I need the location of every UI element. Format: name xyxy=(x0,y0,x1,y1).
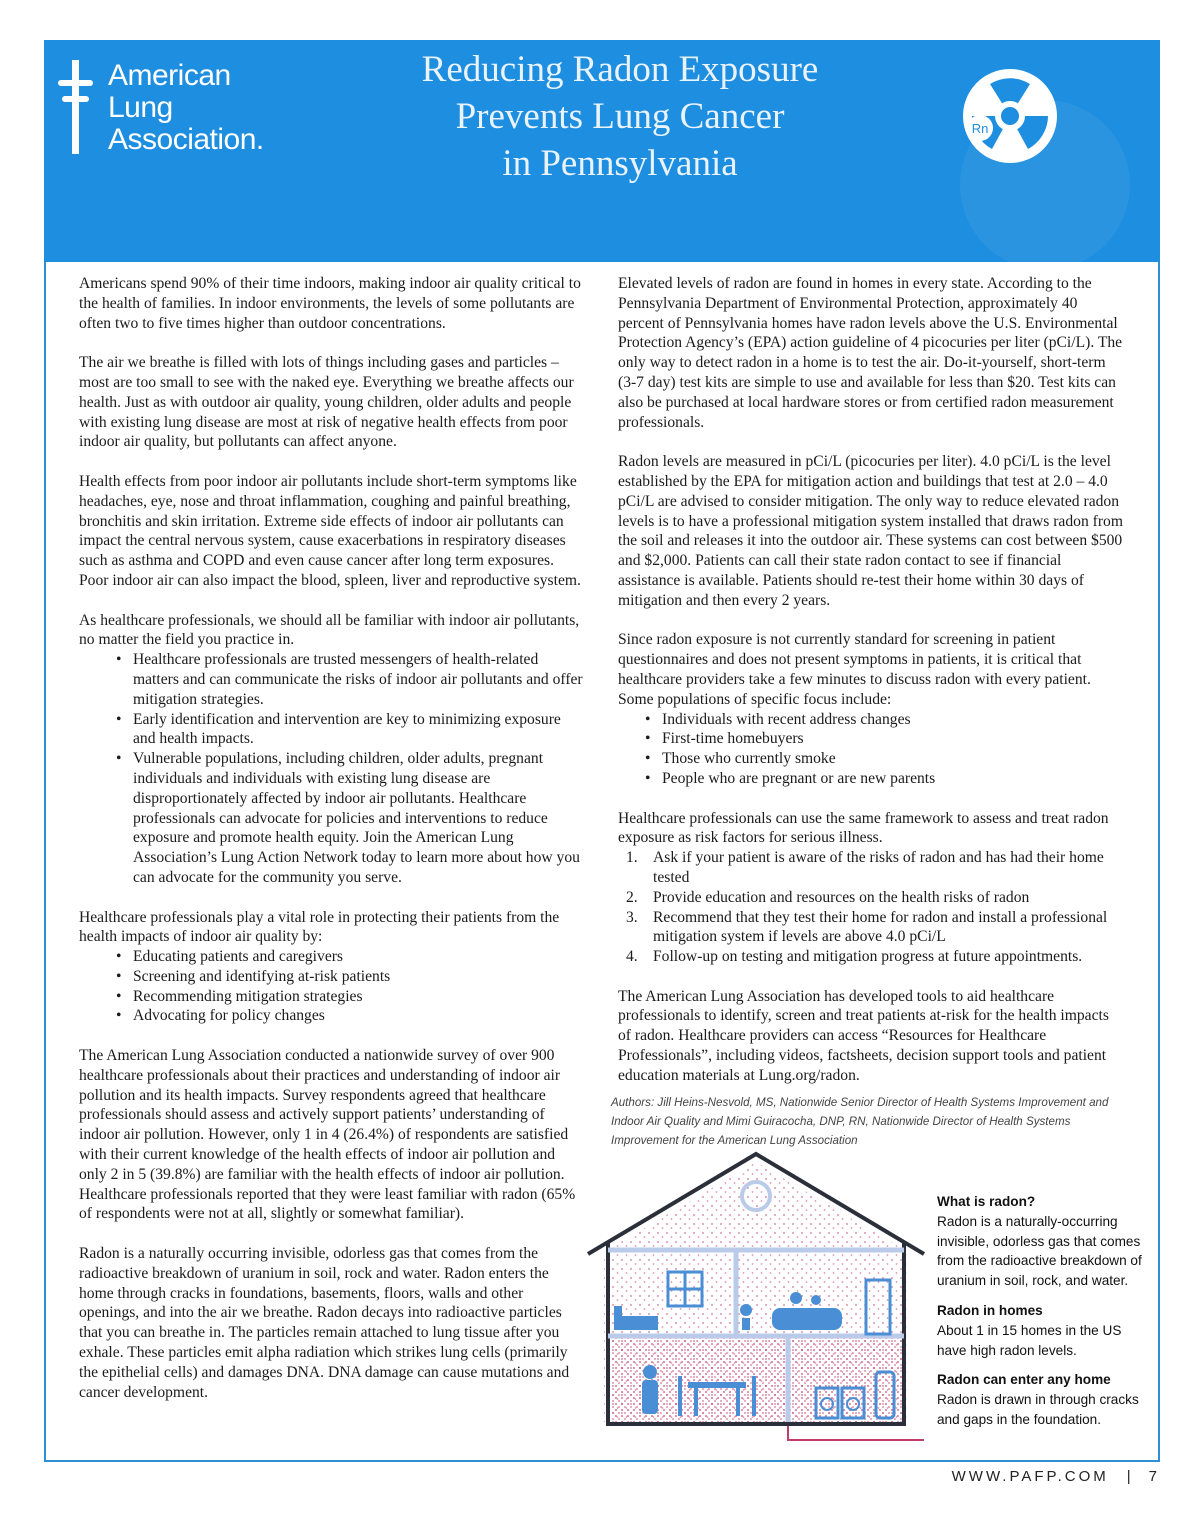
list-item xyxy=(626,908,1124,948)
paragraph: Healthcare professionals can use the same framework to assess and treat radon exposure as risk factors for serious illness. xyxy=(618,809,1109,847)
fact-block xyxy=(937,1301,1147,1360)
footer-separator: | xyxy=(1126,1468,1131,1485)
list-item: • People who are pregnant or are new parents xyxy=(662,769,1124,789)
list-item: • Educating patients and caregivers xyxy=(133,947,583,967)
paragraph: As healthcare professionals, we should all be familiar with indoor air pollutants, no matter the field you practice in. xyxy=(79,611,580,649)
list-item xyxy=(626,888,1124,908)
fact-block xyxy=(937,1192,1147,1291)
footer-url[interactable]: WWW.PAFP.COM xyxy=(951,1468,1109,1485)
fact-text: Radon is a naturally-occurring invisible, odorless gas that comes from the radioactive breakdown of uranium in soil, rock, and water. xyxy=(937,1213,1142,1289)
paragraph: Since radon exposure is not currently standard for screening in patient questionnaires and does not present symptoms in patients, it is critical that healthcare providers take a few minutes to discuss radon with every patient. Some populations of specific focus include: xyxy=(618,631,1091,708)
fact-block xyxy=(937,1370,1147,1429)
population-list xyxy=(618,710,1124,789)
list-item: • Recommending mitigation strategies xyxy=(133,987,583,1007)
title-line-3: in Pennsylvania xyxy=(502,143,738,184)
list-item: • Advocating for policy changes xyxy=(133,1006,583,1026)
list-item: • First-time homebuyers xyxy=(662,729,1124,749)
list-item: • Early identification and intervention are key to minimizing exposure and health impacts. xyxy=(133,710,583,750)
step-number: 2. xyxy=(626,888,638,906)
radon-facts-sidebar xyxy=(937,1192,1147,1440)
paragraph: Radon levels are measured in pCi/L (picocuries per liter). 4.0 pCi/L is the level established by the EPA for mitigation action and buildings that test at 2.0 – 4.0 pCi/L are advised to consider mitigation. The only way to reduce elevated radon levels is to have a professional mitigation system installed that draws radon from the soil and releases it into the outdoor air. These systems can cost between $500 and $2,000. Patients can call their state radon contact to see if financial assistance is available. Patients should re-test their home within 30 days of mitigation and then every 2 years. xyxy=(618,453,1123,609)
list-item xyxy=(626,947,1124,967)
step-text: Recommend that they test their home for radon and install a professional mitigation system if levels are above 4.0 pCi/L xyxy=(653,908,1108,946)
framework-steps xyxy=(618,848,1124,967)
fact-heading: Radon can enter any home xyxy=(937,1372,1111,1388)
radon-house-illustration xyxy=(584,1150,928,1450)
page-title xyxy=(380,46,860,187)
list-item: • Healthcare professionals are trusted messengers of health-related matters and can communicate the risks of indoor air pollutants and offer mitigation strategies. xyxy=(133,650,583,709)
fact-heading: Radon in homes xyxy=(937,1302,1043,1318)
radiation-icon xyxy=(960,66,1060,166)
paragraph: The American Lung Association has developed tools to aid healthcare professionals to identify, screen and treat patients at-risk for the health impacts of radon. Healthcare providers can access “Resources for Healthcare Professionals”, including videos, factsheets, decision support tools and patient education materials at Lung.org/radon. xyxy=(618,987,1109,1084)
person-icon xyxy=(642,1365,658,1414)
radon-symbol-label: Rn xyxy=(971,121,989,136)
list-item: • Vulnerable populations, including children, older adults, pregnant individuals and individuals with existing lung disease are disproportionately affected by indoor air pollutants. Healthcare professionals can advocate for policies and interventions to reduce exposure and promote health equity. Join the American Lung Association’s Lung Action Network today to learn more about how you can advocate for the community you serve. xyxy=(133,749,583,888)
org-line-3: Association. xyxy=(108,123,264,156)
advocacy-list xyxy=(79,650,583,888)
step-text: Follow-up on testing and mitigation progress at future appointments. xyxy=(653,948,1083,966)
step-number: 1. xyxy=(626,849,638,867)
radon-entry-pipe xyxy=(788,1426,924,1440)
page-footer xyxy=(952,1468,1160,1485)
paragraph: Elevated levels of radon are found in homes in every state. According to the Pennsylvania Department of Environmental Protection, approximately 40 percent of Pennsylvania homes have radon levels above the U.S. Environmental Protection Agency’s (EPA) action guideline of 4 picocuries per liter (pCi/L). The only way to detect radon in a home is to test the air. Do-it-yourself, short-term (3-7 day) test kits are simple to use and available for less than $20. Test kits can also be purchased at local hardware stores or from certified radon measurement professionals. xyxy=(618,275,1123,431)
left-column xyxy=(79,274,583,1422)
role-list xyxy=(79,947,583,1026)
org-line-2: Lung xyxy=(108,91,173,124)
step-text: Ask if your patient is aware of the risks of radon and has had their home tested xyxy=(653,849,1104,886)
lung-cross-icon xyxy=(56,58,96,158)
step-number: 3. xyxy=(626,908,638,926)
title-line-1: Reducing Radon Exposure xyxy=(421,49,819,90)
step-number: 4. xyxy=(626,948,638,966)
list-item xyxy=(626,848,1124,888)
fact-heading: What is radon? xyxy=(937,1194,1036,1209)
ala-logo xyxy=(56,58,316,168)
paragraph: Healthcare professionals play a vital role in protecting their patients from the health impacts of indoor air quality by: xyxy=(79,908,560,946)
org-line-1: American xyxy=(108,59,231,92)
fact-text: Radon is drawn in through cracks and gaps in the foundation. xyxy=(937,1392,1139,1427)
paragraph: Americans spend 90% of their time indoors, making indoor air quality critical to the health of families. In indoor environments, the levels of some pollutants are often two to five times higher than outdoor concentrations. xyxy=(79,275,581,332)
list-item: • Screening and identifying at-risk patients xyxy=(133,967,583,987)
step-text: Provide education and resources on the health risks of radon xyxy=(653,888,1030,906)
paragraph: The air we breathe is filled with lots of things including gases and particles – most are too small to see with the naked eye. Everything we breathe affects our health. Just as with outdoor air quality, young children, older adults and people with existing lung disease are most at risk of negative health effects from poor indoor air quality, but pollutants can affect anyone. xyxy=(79,354,574,451)
right-column xyxy=(618,274,1124,1086)
org-name xyxy=(108,60,264,156)
list-item: • Those who currently smoke xyxy=(662,749,1124,769)
author-credit: Authors: Jill Heins-Nesvold, MS, Nationwide Senior Director of Health Systems Improvement and Indoor Air Quality and Mimi Guiracocha, DNP, RN, Nationwide Director of Health Systems Improvement for the American Lung Association xyxy=(611,1096,1109,1147)
paragraph: The American Lung Association conducted a nationwide survey of over 900 healthcare professionals about their practices and understanding of indoor air pollution and its health impacts. Survey respondents agreed that healthcare professionals should assess and actively support patients’ understanding of indoor air pollution. However, only 1 in 4 (26.4%) of respondents are satisfied with their current knowledge of the health effects of indoor air pollution and only 2 in 5 (39.8%) are familiar with the health effects of indoor air pollution. Healthcare professionals reported that they were least familiar with radon (65% of respondents were not at all, slightly or somewhat familiar). xyxy=(79,1047,576,1223)
page-number: 7 xyxy=(1148,1468,1160,1485)
paragraph: Health effects from poor indoor air pollutants include short-term symptoms like headaches, eye, nose and throat inflammation, coughing and painful breathing, bronchitis and skin irritation. Extreme side effects of indoor air pollutants can impact the central nervous system, cause exacerbations in respiratory diseases such as asthma and COPD and even cause cancer after long term exposures. Poor indoor air can also impact the blood, spleen, liver and reproductive system. xyxy=(79,472,581,589)
list-item: • Individuals with recent address changes xyxy=(662,710,1124,730)
fact-text: About 1 in 15 homes in the US have high radon levels. xyxy=(937,1322,1122,1358)
paragraph: Radon is a naturally occurring invisible, odorless gas that comes from the radioactive breakdown of uranium in soil, rock and water. Radon enters the home through cracks in foundations, basements, floors, walls and other openings, and into the air we breathe. Radon decays into radioactive particles that you can breathe in. The particles remain attached to lung tissue after you exhale. These particles emit alpha radiation which strikes lung cells (primarily the epithelial cells) and damages DNA. DNA damage can cause mutations and cancer development. xyxy=(79,1245,570,1401)
title-line-2: Prevents Lung Cancer xyxy=(455,96,785,137)
